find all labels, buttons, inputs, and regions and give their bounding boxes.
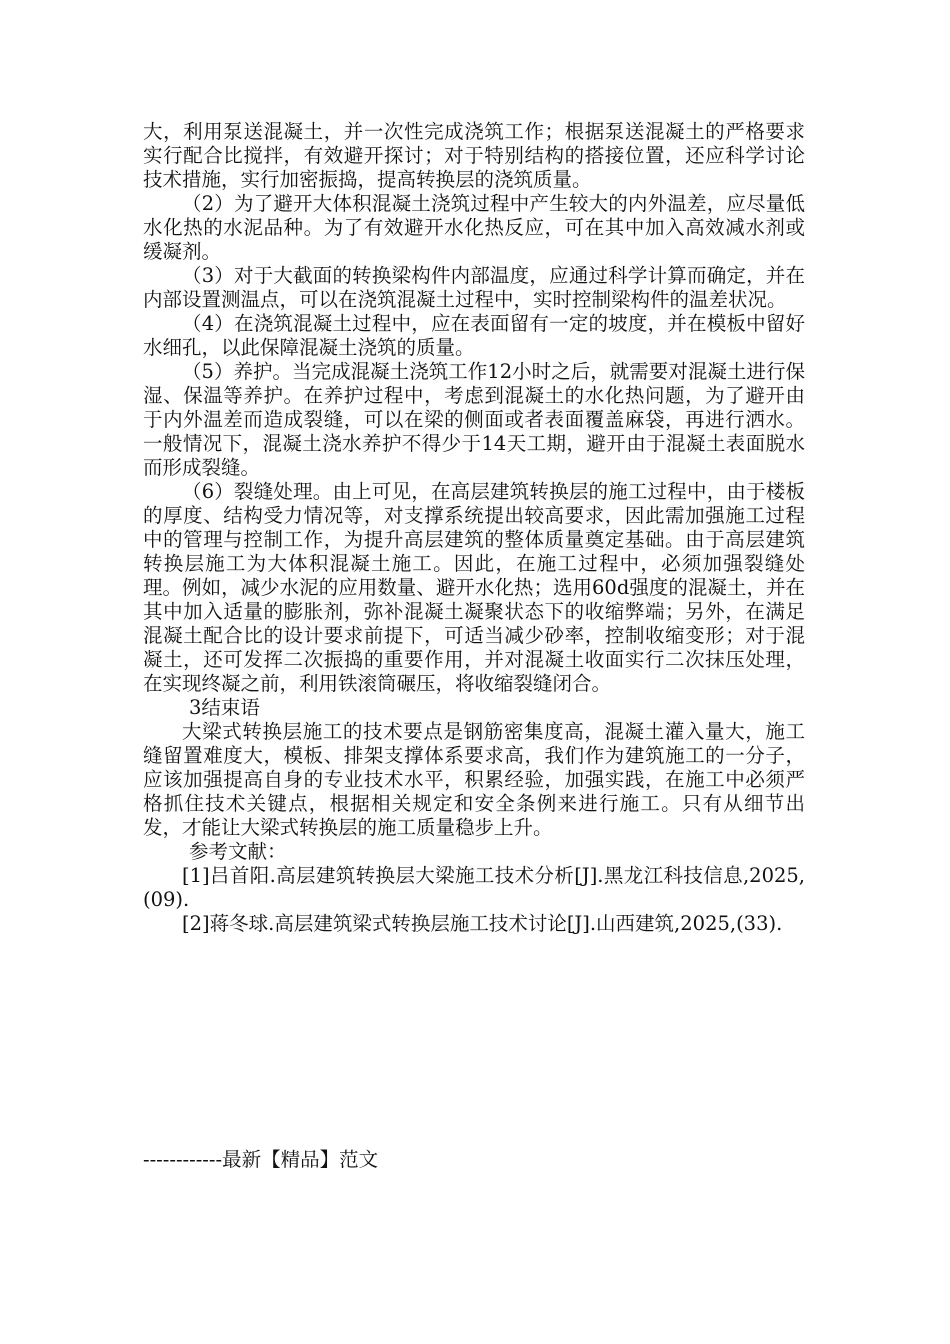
body-paragraph-1: 大，利用泵送混凝土，并一次性完成浇筑工作；根据泵送混凝土的严格要求实行配合比搅拌，有效避开探讨；对于特别结构的搭接位置，还应科学讨论技术措施，实行加密振捣，提高转换层的浇筑质量。 bbox=[143, 120, 805, 191]
body-paragraph-4: （4）在浇筑混凝土过程中，应在表面留有一定的坡度，并在模板中留好水细孔，以此保障混凝土浇筑的质量。 bbox=[143, 312, 805, 359]
body-paragraph-3: （3）对于大截面的转换梁构件内部温度，应通过科学计算而确定，并在内部设置测温点，可以在浇筑混凝土过程中，实时控制梁构件的温差状况。 bbox=[143, 264, 805, 311]
body-paragraph-5: （5）养护。当完成混凝土浇筑工作12小时之后，就需要对混凝土进行保湿、保温等养护。在养护过程中，考虑到混凝土的水化热问题，为了避开由于内外温差而造成裂缝，可以在梁的侧面或者表面覆盖麻袋，再进行洒水。一般情况下，混凝土浇水养护不得少于14天工期，避开由于混凝土表面脱水而形成裂缝。 bbox=[143, 360, 805, 479]
reference-item-1: [1]吕首阳.高层建筑转换层大梁施工技术分析[J].黑龙江科技信息,2025,(09). bbox=[143, 864, 805, 911]
page-footer: ------------最新【精品】范文 bbox=[143, 1148, 379, 1171]
section-heading: 3结束语 bbox=[189, 696, 260, 719]
references-heading: 参考文献： bbox=[189, 840, 287, 863]
conclusion-paragraph: 大梁式转换层施工的技术要点是钢筋密集度高，混凝土灌入量大，施工缝留置难度大，模板、排架支撑体系要求高，我们作为建筑施工的一分子，应该加强提高自身的专业技术水平，积累经验，加强实践，在施工中必须严格抓住技术关键点，根据相关规定和安全条例来进行施工。只有从细节出发，才能让大梁式转换层的施工质量稳步上升。 bbox=[143, 720, 805, 839]
body-paragraph-2: （2）为了避开大体积混凝土浇筑过程中产生较大的内外温差，应尽量低水化热的水泥品种。为了有效避开水化热反应，可在其中加入高效减水剂或缓凝剂。 bbox=[143, 192, 805, 263]
body-paragraph-6: （6）裂缝处理。由上可见，在高层建筑转换层的施工过程中，由于楼板的厚度、结构受力情况等，对支撑系统提出较高要求，因此需加强施工过程中的管理与控制工作，为提升高层建筑的整体质量奠定基础。由于高层建筑转换层施工为大体积混凝土施工。因此，在施工过程中，必须加强裂缝处理。例如，减少水泥的应用数量、避开水化热；选用60d强度的混凝土，并在其中加入适量的膨胀剂，弥补混凝土凝聚状态下的收缩弊端；另外，在满足混凝土配合比的设计要求前提下，可适当减少砂率，控制收缩变形；对于混凝土，还可发挥二次振捣的重要作用，并对混凝土收面实行二次抹压处理，在实现终凝之前，利用铁滚筒碾压，将收缩裂缝闭合。 bbox=[143, 480, 805, 695]
document-body bbox=[143, 120, 805, 936]
reference-item-2: [2]蒋冬球.高层建筑梁式转换层施工技术讨论[J].山西建筑,2025,(33). bbox=[182, 912, 783, 935]
